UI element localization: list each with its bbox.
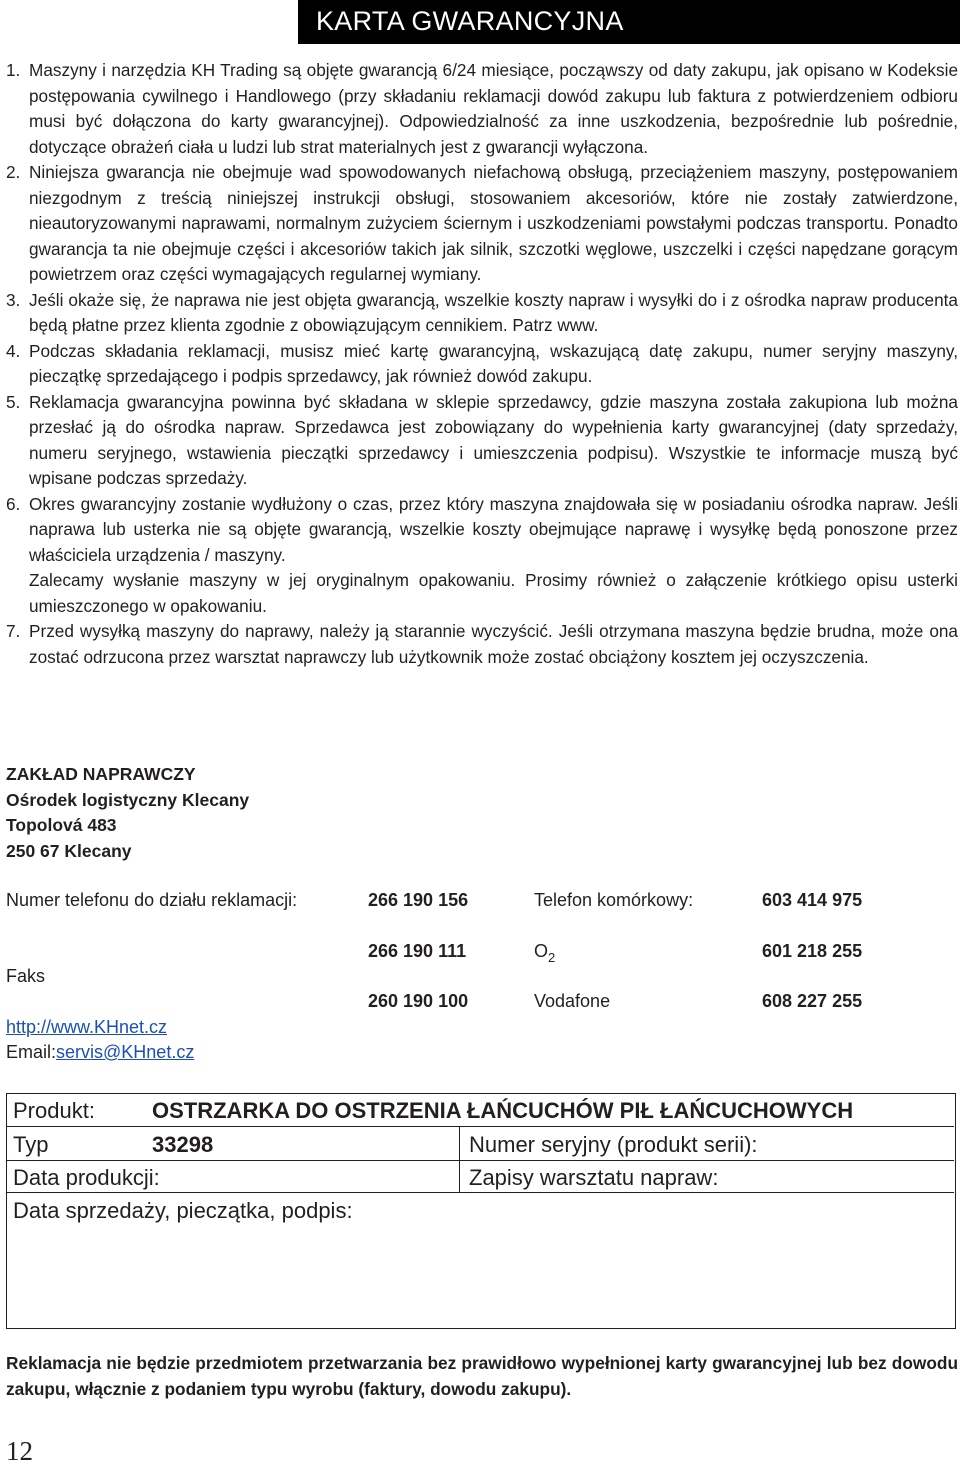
- product-label: Produkt:: [13, 1098, 95, 1123]
- address-line: Ośrodek logistyczny Klecany: [6, 789, 250, 810]
- warranty-terms-list: [6, 58, 958, 670]
- term-text-secondary: Zalecamy wysłanie maszyny w jej oryginalnym opakowaniu. Prosimy również o załączenie krótkiego opisu usterki umieszczonego w opakowaniu.: [29, 570, 958, 616]
- serial-number-label: Numer seryjny (produkt serii):: [469, 1132, 758, 1157]
- email-row: [6, 1041, 194, 1063]
- title-banner: [298, 0, 960, 44]
- table-divider: [7, 1126, 954, 1127]
- address-line: Topolová 483: [6, 815, 117, 835]
- repair-center-address: [6, 762, 249, 864]
- mobile-phone-number: 603 414 975: [762, 890, 863, 910]
- warranty-term-7: [6, 619, 958, 670]
- term-text: Podczas składania reklamacji, musisz mieć kartę gwarancyjną, wskazującą datę zakupu, numer seryjny maszyny, pieczątkę sprzedającego i podpis sprzedawcy, jak również dowód zakupu.: [29, 340, 958, 386]
- table-divider: [7, 1160, 954, 1161]
- term-number: 1.: [6, 60, 21, 80]
- production-date-label: Data produkcji:: [13, 1165, 160, 1190]
- mobile-phone-label: Telefon komórkowy:: [534, 890, 694, 910]
- warranty-term-5: [6, 390, 958, 492]
- website-link[interactable]: http://www.KHnet.cz: [6, 1017, 168, 1037]
- complaints-phone-label: Numer telefonu do działu reklamacji:: [6, 890, 298, 910]
- operator-o2-number: 601 218 255: [762, 941, 863, 961]
- fax-number: 260 190 100: [368, 991, 469, 1011]
- phone-number-2: 266 190 111: [368, 941, 467, 961]
- type-value: 33298: [152, 1132, 214, 1157]
- term-number: 6.: [6, 493, 21, 514]
- page-title: KARTA GWARANCYJNA: [316, 6, 624, 36]
- term-text: Maszyny i narzędzia KH Trading są objęte gwarancją 6/24 miesiące, począwszy od daty zakupu, jak opisano w Kodeksie postępowania cywilnego i Handlowego (przy składaniu reklamacji dowód zakupu lub faktura z potwierdzeniem odbioru musi być dołączona do karty gwarancyjnej). Odpowiedzialność za inne uszkodzenia, bezpośrednie lub pośrednie, dotyczące obrażeń ciała u ludzi lub strat materialnych jest z gwarancji wyłączona.: [29, 60, 958, 157]
- warranty-term-1: [6, 58, 958, 160]
- term-number: 2.: [6, 162, 21, 182]
- email-link[interactable]: servis@KHnet.cz: [56, 1042, 195, 1062]
- address-line: 250 67 Klecany: [6, 840, 132, 861]
- term-text: Niniejsza gwarancja nie obejmuje wad spowodowanych niefachową obsługą, przeciążeniem maszyny, postępowaniem niezgodnym z treścią niniejszej instrukcji obsługi, stosowaniem akcesoriów, które nie zostały zatwierdzone, nieautoryzowanymi naprawami, normalnym zużyciem ściernym i uszkodzeniami powstałymi podczas transportu. Ponadto gwarancja ta nie obejmuje części i akcesoriów takich jak silnik, szczotki węglowe, uszczelki i części napędzane gorącym powietrzem oraz części wymagających regularnej wymiany.: [29, 162, 958, 284]
- operator-vodafone-number: 608 227 255: [762, 991, 863, 1011]
- complaints-phone-number: 266 190 156: [368, 890, 469, 910]
- term-number: 3.: [6, 289, 21, 310]
- type-label: Typ: [13, 1132, 49, 1157]
- operator-o2-label: [534, 940, 555, 969]
- sale-date-stamp-signature-label: Data sprzedaży, pieczątka, podpis:: [13, 1198, 353, 1223]
- complaint-notice: Reklamacja nie będzie przedmiotem przetwarzania bez prawidłowo wypełnionej karty gwarancyjnej lub bez dowodu zakupu, włącznie z podaniem typu wyrobu (faktury, dowodu zakupu).: [6, 1353, 958, 1399]
- table-divider: [7, 1192, 954, 1193]
- repair-records-label: Zapisy warsztatu napraw:: [469, 1165, 719, 1190]
- operator-o2-letter: O: [534, 941, 549, 961]
- operator-o2-subscript: 2: [548, 950, 556, 965]
- term-text: Reklamacja gwarancyjna powinna być składana w sklepie sprzedawcy, gdzie maszyna została zakupiona lub można przesłać ją do ośrodka napraw. Sprzedawca jest zobowiązany do wypełnienia karty gwarancyjnej (daty sprzedaży, numeru seryjnego, wstawienia pieczątki sprzedawcy i umieszczenia podpisu). Wszystkie te informacje muszą być wpisane podczas sprzedaży.: [29, 391, 958, 488]
- fax-label: Faks: [6, 966, 46, 986]
- term-text: Okres gwarancyjny zostanie wydłużony o czas, przez który maszyna znajdowała się w posiadaniu ośrodka napraw. Jeśli naprawa lub usterka nie są objęte gwarancją, wszelkie koszty obejmujące naprawę i wysyłkę będą ponoszone przez właściciela urządzenia / maszyny.: [29, 493, 958, 565]
- warranty-term-2: [6, 160, 958, 288]
- product-name: OSTRZARKA DO OSTRZENIA ŁAŃCUCHÓW PIŁ ŁAŃCUCHOWYCH: [152, 1098, 854, 1123]
- term-number: 7.: [6, 621, 21, 641]
- warranty-term-4: [6, 339, 958, 390]
- address-line: ZAKŁAD NAPRAWCZY: [6, 764, 196, 784]
- product-info-table: [6, 1093, 956, 1329]
- term-text: Jeśli okaże się, że naprawa nie jest objęta gwarancją, wszelkie koszty napraw i wysyłki do i z ośrodka napraw producenta będą płatne przez klienta zgodnie z obowiązującym cennikiem. Patrz www.: [29, 289, 958, 335]
- term-number: 5.: [6, 391, 21, 412]
- term-text: Przed wysyłką maszyny do naprawy, należy ją starannie wyczyścić. Jeśli otrzymana maszyna będzie brudna, może ona zostać odrzucona przez warsztat naprawczy lub użytkownik może zostać obciążony kosztem jej oczyszczenia.: [29, 621, 958, 667]
- warranty-term-3: [6, 288, 958, 339]
- warranty-term-6: [6, 492, 958, 620]
- email-label: Email:: [6, 1042, 57, 1062]
- page-number: 12: [6, 1436, 33, 1466]
- operator-vodafone-label: Vodafone: [534, 991, 611, 1011]
- term-number: 4.: [6, 340, 21, 361]
- table-column-divider: [459, 1126, 460, 1192]
